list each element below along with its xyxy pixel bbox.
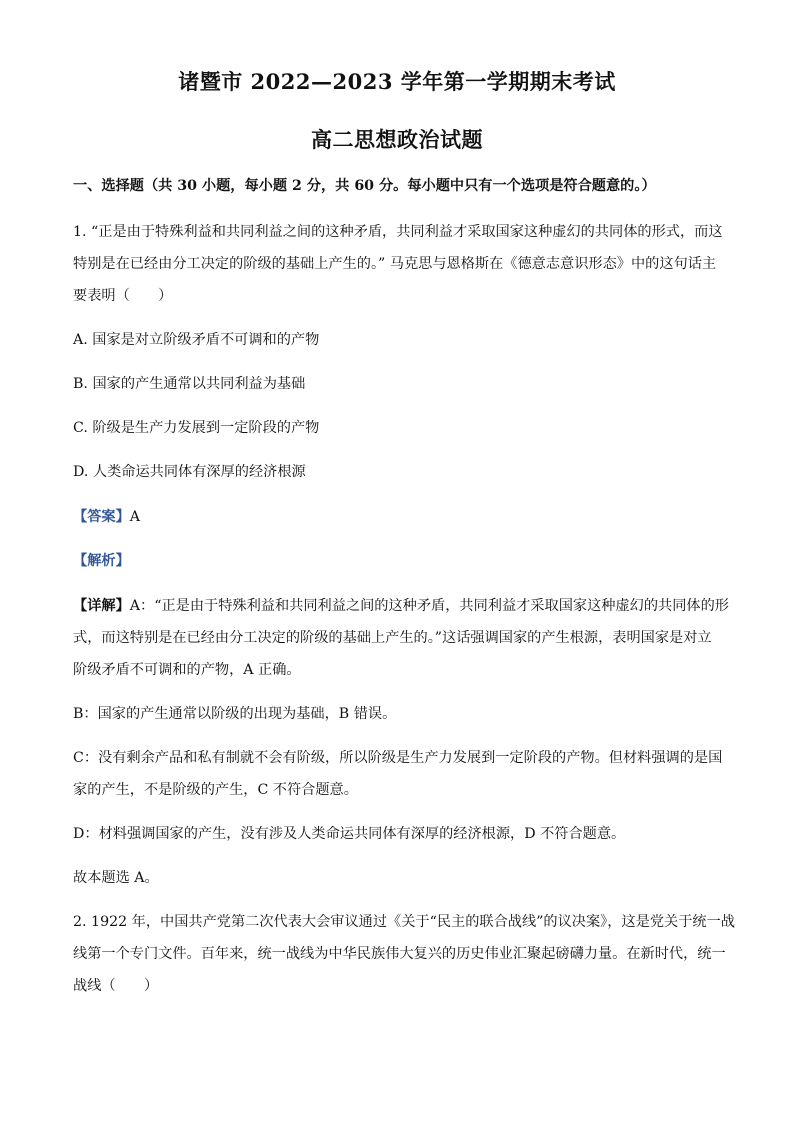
q2-stem-line-3: 战线（ ） xyxy=(73,978,159,994)
q2-stem-line-2: 线第一个专门文件。百年来，统一战线为中华民族伟大复兴的历史伟业汇聚起磅礴力量。在新时代，统一 xyxy=(73,946,726,962)
section-heading: 一、选择题（共 30 小题，每小题 2 分，共 60 分。每小题中只有一个选项是符合题意的。） xyxy=(73,178,656,194)
q1-explain-b: B：国家的产生通常以阶级的出现为基础，B 错误。 xyxy=(73,706,397,722)
q1-detail-line-2: 式，而这特别是在已经由分工决定的阶级的基础上产生的。”这话强调国家的产生根源，表明国家是对立 xyxy=(73,630,712,646)
detail-tag: 【详解】 xyxy=(73,598,130,614)
q1-stem-line-3: 要表明（ ） xyxy=(73,288,173,304)
exam-subtitle: 高二思想政治试题 xyxy=(311,127,483,152)
q1-detail-line-1 xyxy=(73,596,733,616)
q1-option-b: B. 国家的产生通常以共同利益为基础 xyxy=(73,376,306,392)
q1-explain-c-line-2: 家的产生，不是阶级的产生，C 不符合题意。 xyxy=(73,782,358,798)
q1-option-c: C. 阶级是生产力发展到一定阶段的产物 xyxy=(73,420,320,436)
q1-stem-line-1: 1. “正是由于特殊利益和共同利益之间的这种矛盾，共同利益才采取国家这种虚幻的共同体的形式，而这 xyxy=(73,224,723,240)
q1-explain-c-line-1: C：没有剩余产品和私有制就不会有阶级，所以阶级是生产力发展到一定阶段的产物。但材料强调的是国 xyxy=(73,750,723,766)
q1-option-d: D. 人类命运共同体有深厚的经济根源 xyxy=(73,464,306,480)
detail-text: A：“正是由于特殊利益和共同利益之间的这种矛盾，共同利益才采取国家这种虚幻的共同体的形 xyxy=(129,598,729,614)
answer-value: A xyxy=(129,509,141,525)
answer-tag: 【答案】 xyxy=(73,509,130,525)
analysis-tag: 【解析】 xyxy=(73,553,130,569)
q1-option-a: A. 国家是对立阶级矛盾不可调和的产物 xyxy=(73,332,320,348)
q1-detail-line-3: 阶级矛盾不可调和的产物，A 正确。 xyxy=(73,662,301,678)
q2-stem-line-1: 2. 1922 年，中国共产党第二次代表大会审议通过《关于“民主的联合战线”的议决案》，这是党关于统一战 xyxy=(73,914,735,930)
q1-stem-line-2: 特别是在已经由分工决定的阶级的基础上产生的。” 马克思与恩格斯在《德意志意识形态》中的这句话主 xyxy=(73,256,717,272)
exam-title: 诸暨市 2022—2023 学年第一学期期末考试 xyxy=(178,69,616,94)
q1-answer xyxy=(73,507,733,527)
q1-explain-d: D：材料强调国家的产生，没有涉及人类命运共同体有深厚的经济根源，D 不符合题意。 xyxy=(73,826,626,842)
q1-conclusion: 故本题选 A。 xyxy=(73,870,159,886)
